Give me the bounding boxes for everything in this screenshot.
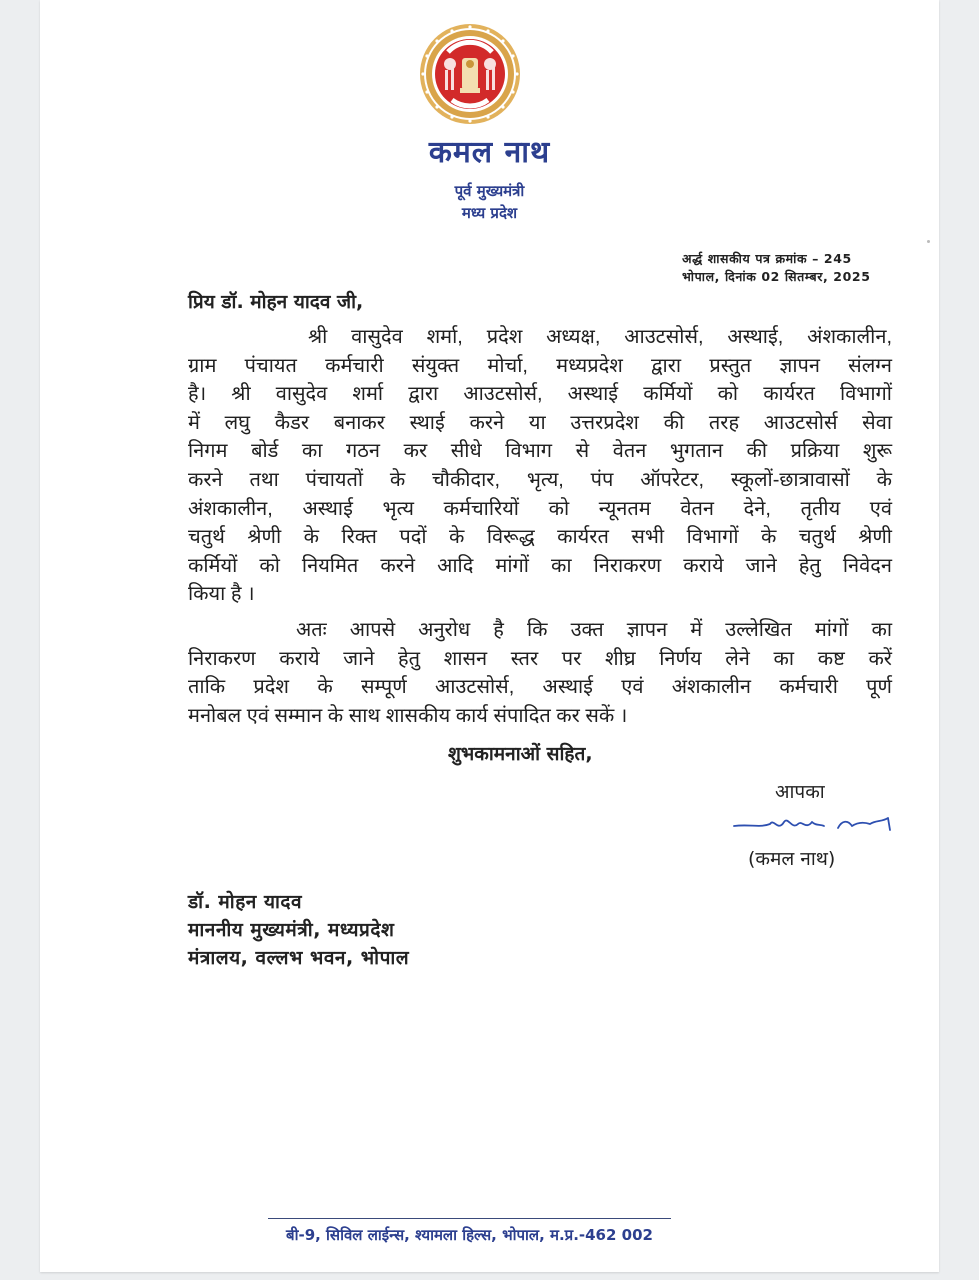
signature-icon — [730, 810, 895, 840]
recipient-address: मंत्रालय, वल्लभ भवन, भोपाल — [188, 947, 410, 969]
emblem-lion-capital — [460, 58, 480, 93]
paragraph-line: मनोबल एवं सम्मान के साथ शासकीय कार्य संपादित कर सकें । — [188, 704, 628, 727]
letterhead-name: कमल नाथ — [428, 135, 551, 170]
paragraph-line: में लघु कैडर बनाकर स्थाई करने या उत्तरप्रदेश की तरह आउटसोर्स सेवा — [188, 411, 892, 434]
scan-speck — [927, 240, 930, 243]
body-paragraph-2 — [188, 616, 892, 730]
paragraph-line: अंशकालीन, अस्थाई भृत्य कर्मचारियों को न्यूनतम वेतन देने, तृतीय एवं — [188, 497, 892, 520]
paragraph-line: चतुर्थ श्रेणी के रिक्त पदों के विरूद्ध कार्यरत सभी विभागों के चतुर्थ श्रेणी — [188, 526, 892, 549]
closing-greeting: शुभकामनाओं सहित, — [448, 743, 593, 765]
signer-name: (कमल नाथ) — [748, 848, 836, 870]
recipient-name: डॉ. मोहन यादव — [188, 891, 303, 913]
salutation: प्रिय डॉ. मोहन यादव जी, — [188, 291, 364, 313]
paragraph-line: ग्राम पंचायत कर्मचारी संयुक्त मोर्चा, मध्यप्रदेश द्वारा प्रस्तुत ज्ञापन संलग्न — [188, 354, 892, 377]
paragraph-line: करने तथा पंचायतों के चौकीदार, भृत्य, पंप ऑपरेटर, स्कूलों-छात्रावासों के — [188, 468, 892, 491]
letter-reference-number: अर्द्ध शासकीय पत्र क्रमांक – 245 — [682, 251, 852, 266]
paragraph-line: निराकरण कराये जाने हेतु शासन स्तर पर शीघ्र निर्णय लेने का कष्ट करें — [188, 647, 892, 670]
paragraph-line: कर्मियों को नियमित करने आदि मांगों का निराकरण कराये जाने हेतु निवेदन — [188, 554, 892, 577]
paragraph-line: किया है । — [188, 583, 255, 606]
letterhead-state: मध्य प्रदेश — [461, 204, 518, 222]
paragraph-line: श्री वासुदेव शर्मा, प्रदेश अध्यक्ष, आउटसोर्स, अस्थाई, अंशकालीन, — [308, 326, 892, 348]
letter-place-date: भोपाल, दिनांक 02 सितम्बर, 2025 — [682, 269, 871, 284]
footer-divider — [268, 1218, 671, 1219]
footer-address: बी-9, सिविल लाईन्स, श्यामला हिल्स, भोपाल, म.प्र.-462 002 — [286, 1226, 653, 1244]
sign-off-yours: आपका — [775, 781, 825, 803]
letterhead-designation: पूर्व मुख्यमंत्री — [454, 182, 525, 200]
body-paragraph-1 — [188, 323, 892, 609]
recipient-designation: माननीय मुख्यमंत्री, मध्यप्रदेश — [188, 919, 395, 941]
paragraph-line: अतः आपसे अनुरोध है कि उक्त ज्ञापन में उल्लेखित मांगों का — [296, 619, 892, 641]
paragraph-line: ताकि प्रदेश के सम्पूर्ण आउटसोर्स, अस्थाई एवं अंशकालीन कर्मचारी पूर्ण — [188, 676, 892, 699]
state-emblem-icon — [418, 22, 522, 126]
paragraph-line: है। श्री वासुदेव शर्मा द्वारा आउटसोर्स, अस्थाई कर्मियों को कार्यरत विभागों — [188, 383, 892, 406]
paragraph-line: निगम बोर्ड का गठन कर सीधे विभाग से वेतन भुगतान की प्रक्रिया शुरू — [188, 440, 892, 463]
